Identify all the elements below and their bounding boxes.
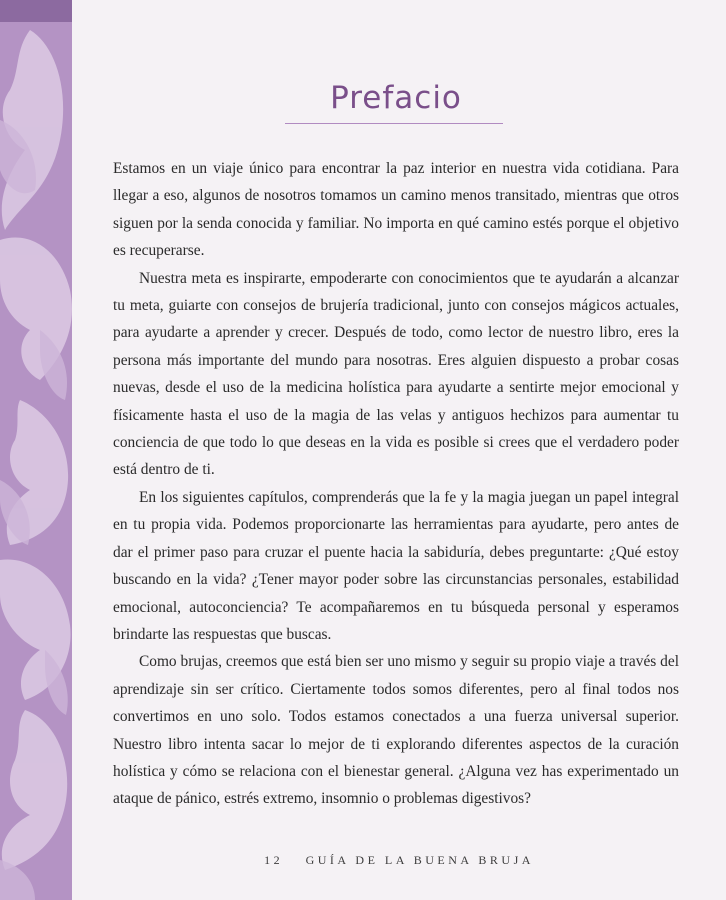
page-footer xyxy=(72,853,726,868)
page-number: 12 xyxy=(264,853,284,867)
paragraph: Estamos en un viaje único para encontrar la paz interior en nuestra vida cotidiana. Para llegar a eso, algunos de nosotros tomamos un camino menos transitado, mientras que otros siguen por la senda conocida y familiar. No importa en qué camino estés porque el objetivo es recuperarse. xyxy=(113,160,679,260)
paragraph: En los siguientes capítulos, comprenderás que la fe y la magia juegan un papel integral en tu propia vida. Podemos proporcionarte las herramientas para ayudarte, pero antes de dar el primer paso para cruzar el puente hacia la sabiduría, debes preguntarte: ¿Qué estoy buscando en la vida? ¿Tener mayor poder sobre las circunstancias personales, estabilidad emocional, autoconciencia? Te acompañaremos en tu búsqueda personal y esperamos brindarte las respuestas que buscas. xyxy=(113,488,679,643)
chapter-title: Prefacio xyxy=(330,80,462,116)
decorative-sidebar xyxy=(0,0,72,900)
book-page xyxy=(72,0,726,900)
body-text xyxy=(113,155,679,813)
acanthus-leaf-pattern xyxy=(0,0,72,900)
running-title: GUÍA DE LA BUENA BRUJA xyxy=(305,853,534,867)
paragraph: Como brujas, creemos que está bien ser uno mismo y seguir su propio viaje a través del aprendizaje sin ser crítico. Ciertamente todos somos diferentes, pero al final todos nos convertimos en uno solo. Todos estamos conectados a una fuerza universal superior. Nuestro libro intenta sacar lo mejor de ti explorando diferentes aspectos de la curación holística y cómo se relaciona con el bienestar general. ¿Alguna vez has experimentado un ataque de pánico, estrés extremo, insomnio o problemas digestivos? xyxy=(113,653,679,808)
title-underline xyxy=(285,123,503,124)
paragraph: Nuestra meta es inspirarte, empoderarte con conocimientos que te ayudarán a alcanzar tu meta, guiarte con consejos de brujería tradicional, junto con consejos mágicos actuales, para ayudarte a aprender y crecer. Después de todo, como lector de nuestro libro, eres la persona más importante del mundo para nosotras. Eres alguien dispuesto a probar cosas nuevas, desde el uso de la medicina holística para ayudarte a sentirte mejor emocional y físicamente hasta el uso de la magia de las velas y antiguos hechizos para aumentar tu conciencia de que todo lo que deseas en la vida es posible si crees que el verdadero poder está dentro de ti. xyxy=(113,269,679,479)
